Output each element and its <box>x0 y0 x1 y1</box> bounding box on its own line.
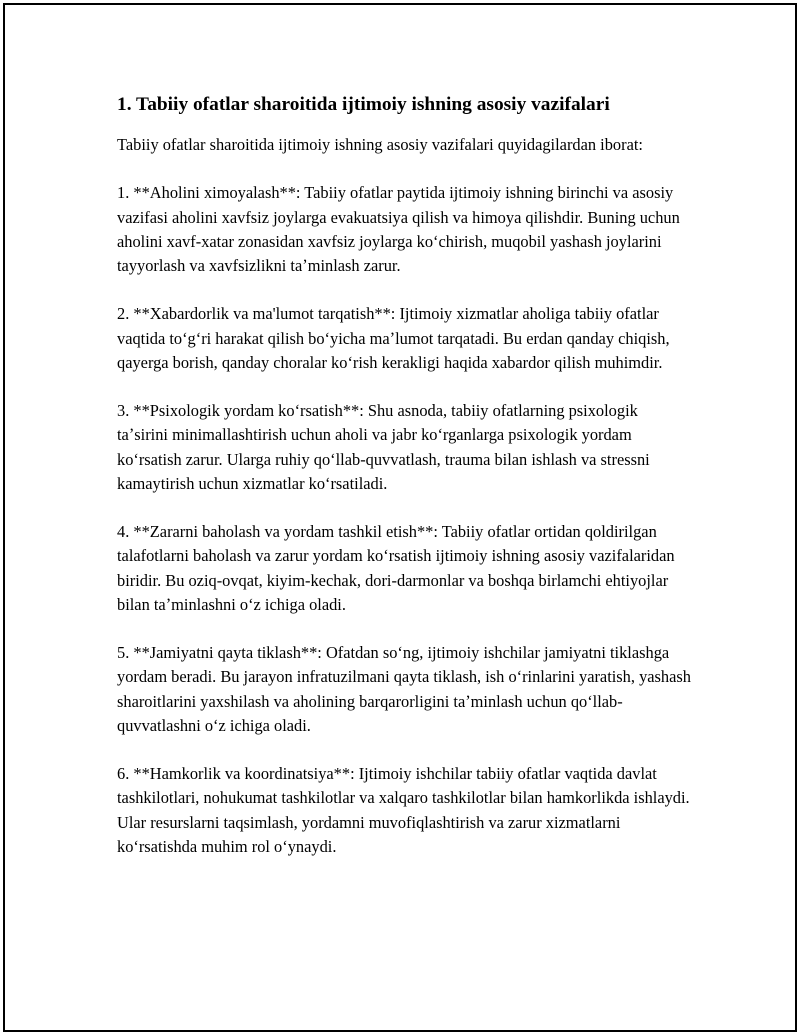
paragraph-item-4: 4. **Zararni baholash va yordam tashkil etish**: Tabiiy ofatlar ortidan qoldirilgan talafotlarni baholash va zarur yordam koʻrsatish ijtimoiy ishning asosiy vazifalaridan biridir. Bu oziq-ovqat, kiyim-kechak, dori-darmonlar va boshqa birlamchi ehtiyojlar bilan taʼminlashni oʻz ichiga oladi. <box>117 522 675 614</box>
document-body <box>117 91 692 859</box>
paragraph-item-6: 6. **Hamkorlik va koordinatsiya**: Ijtimoiy ishchilar tabiiy ofatlar vaqtida davlat tashkilotlari, nohukumat tashkilotlar va xalqaro tashkilotlar bilan hamkorlikda ishlaydi. Ular resurslarni taqsimlash, yordamni muvofiqlashtirish va zarur xizmatlarni koʻrsatishda muhim rol oʻynaydi. <box>117 764 690 856</box>
paragraph-item-5: 5. **Jamiyatni qayta tiklash**: Ofatdan soʻng, ijtimoiy ishchilar jamiyatni tiklashga yordam beradi. Bu jarayon infratuzilmani qayta tiklash, ish oʻrinlarini yaratish, yashash sharoitlarini yaxshilash va aholining barqarorligini taʼminlash uchun qoʻllab-quvvatlashni oʻz ichiga oladi. <box>117 643 691 735</box>
paragraph-item-2: 2. **Xabardorlik va ma'lumot tarqatish**: Ijtimoiy xizmatlar aholiga tabiiy ofatlar vaqtida toʻgʻri harakat qilish boʻyicha maʼlumot tarqatadi. Bu erdan qanday chiqish, qayerga borish, qanday choralar koʻrish kerakligi haqida xabardor qilish muhimdir. <box>117 304 670 372</box>
paragraph-item-3: 3. **Psixologik yordam koʻrsatish**: Shu asnoda, tabiiy ofatlarning psixologik taʼsirini minimallashtirish uchun aholi va jabr koʻrganlarga psixologik yordam koʻrsatish zarur. Ularga ruhiy qoʻllab-quvvatlash, trauma bilan ishlash va stressni kamaytirish uchun xizmatlar koʻrsatiladi. <box>117 401 650 493</box>
paragraph-item-1: 1. **Aholini ximoyalash**: Tabiiy ofatlar paytida ijtimoiy ishning birinchi va asosiy vazifasi aholini xavfsiz joylarga evakuatsiya qilish va himoya qilishdir. Buning uchun aholini xavf-xatar zonasidan xavfsiz joylarga koʻchirish, muqobil yashash joylarini tayyorlash va xavfsizlikni taʼminlash zarur. <box>117 183 680 275</box>
intro-paragraph: Tabiiy ofatlar sharoitida ijtimoiy ishning asosiy vazifalari quyidagilardan iborat: <box>117 135 643 154</box>
document-title: 1. Tabiiy ofatlar sharoitida ijtimoiy ishning asosiy vazifalari <box>117 94 610 115</box>
